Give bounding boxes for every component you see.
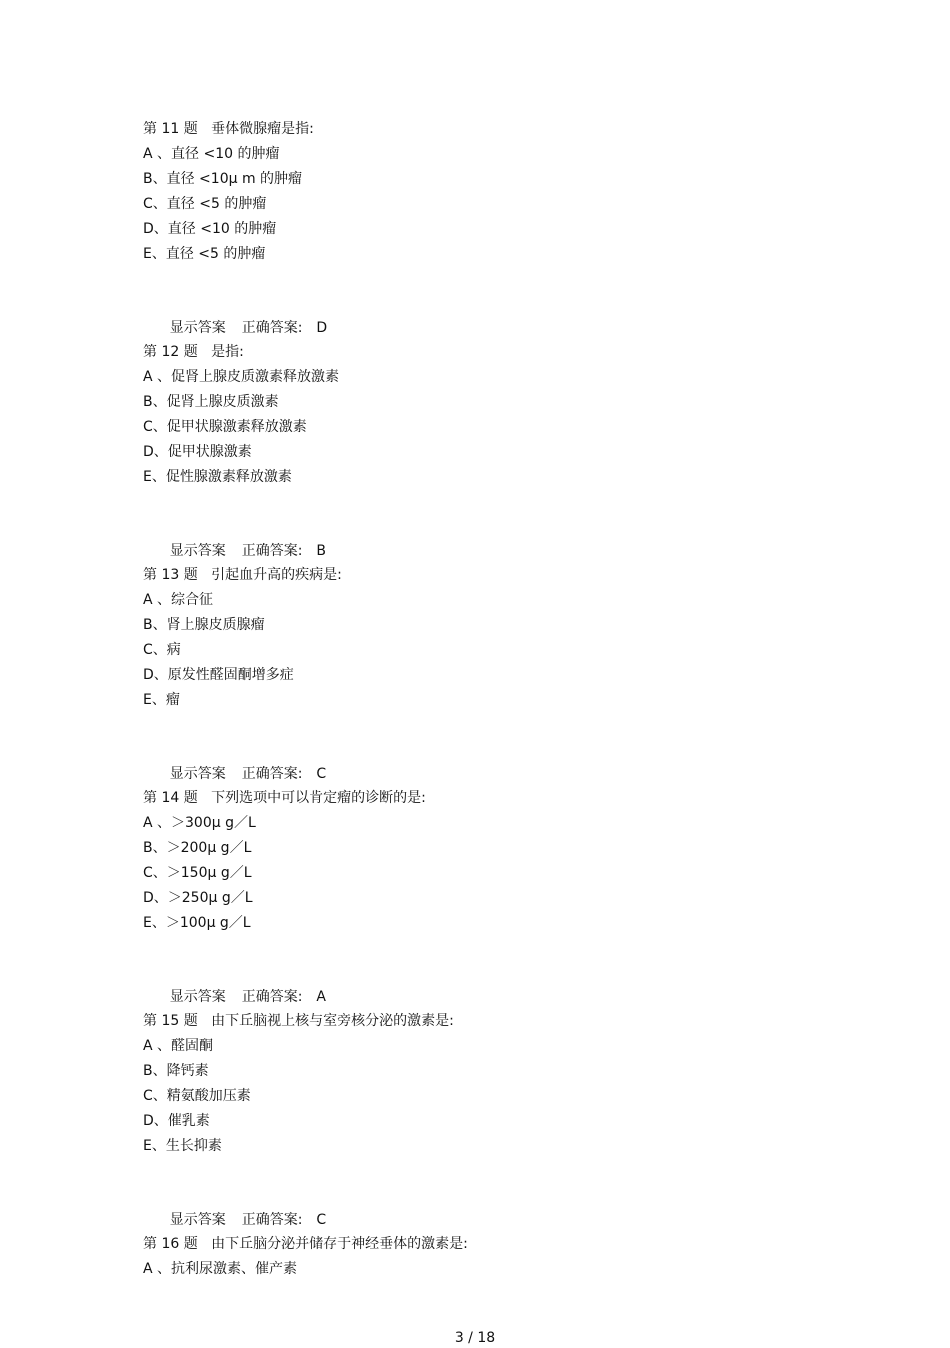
option-d: D、催乳素 <box>143 1113 210 1129</box>
option-c: C、促甲状腺激素释放激素 <box>143 419 307 435</box>
answer-row <box>143 514 843 559</box>
answer-row <box>143 960 843 1005</box>
page-number: 3 / 18 <box>454 1330 496 1346</box>
option-a: A 、综合征 <box>143 592 214 608</box>
option-a: A 、醛固酮 <box>143 1038 214 1054</box>
answer-value: C <box>316 1212 327 1228</box>
question-14 <box>143 786 843 1005</box>
answer-value: B <box>316 543 327 559</box>
option-e: E、＞100μ g／L <box>143 915 251 931</box>
option-c: C、精氨酸加压素 <box>143 1088 251 1104</box>
answer-value: A <box>316 989 326 1005</box>
option-d: D、原发性醛固酮增多症 <box>143 667 294 683</box>
question-11 <box>143 117 843 336</box>
question-15 <box>143 1009 843 1228</box>
option-a: A 、直径 <10 的肿瘤 <box>143 146 280 162</box>
question-title: 第 13 题 引起血升高的疾病是: <box>143 567 342 583</box>
show-answer-link[interactable]: 显示答案 <box>169 1212 226 1228</box>
answer-label: 正确答案: <box>241 766 303 782</box>
option-d: D、直径 <10 的肿瘤 <box>143 221 277 237</box>
option-c: C、病 <box>143 642 181 658</box>
answer-label: 正确答案: <box>241 989 303 1005</box>
show-answer-link[interactable]: 显示答案 <box>169 989 226 1005</box>
question-title: 第 12 题 是指: <box>143 344 244 360</box>
option-c: C、＞150μ g／L <box>143 865 252 881</box>
show-answer-link[interactable]: 显示答案 <box>169 766 226 782</box>
option-a: A 、＞300μ g／L <box>143 815 256 831</box>
question-12 <box>143 340 843 559</box>
option-d: D、促甲状腺激素 <box>143 444 252 460</box>
option-b: B、直径 <10μ m 的肿瘤 <box>143 171 303 187</box>
option-a: A 、抗利尿激素、催产素 <box>143 1261 298 1277</box>
option-b: B、促肾上腺皮质激素 <box>143 394 279 410</box>
answer-value: D <box>316 320 328 336</box>
answer-label: 正确答案: <box>241 543 303 559</box>
option-b: B、肾上腺皮质腺瘤 <box>143 617 265 633</box>
document-body <box>143 117 843 1282</box>
question-title: 第 15 题 由下丘脑视上核与室旁核分泌的激素是: <box>143 1013 454 1029</box>
answer-value: C <box>316 766 327 782</box>
answer-row <box>143 1183 843 1228</box>
option-b: B、＞200μ g／L <box>143 840 252 856</box>
option-a: A 、促肾上腺皮质激素释放激素 <box>143 369 340 385</box>
show-answer-link[interactable]: 显示答案 <box>169 543 226 559</box>
question-16 <box>143 1232 843 1282</box>
answer-row <box>143 291 843 336</box>
option-e: E、促性腺激素释放激素 <box>143 469 292 485</box>
answer-row <box>143 737 843 782</box>
question-13 <box>143 563 843 782</box>
show-answer-link[interactable]: 显示答案 <box>169 320 226 336</box>
question-title: 第 11 题 垂体微腺瘤是指: <box>143 121 314 137</box>
answer-label: 正确答案: <box>241 1212 303 1228</box>
option-e: E、直径 <5 的肿瘤 <box>143 246 266 262</box>
answer-label: 正确答案: <box>241 320 303 336</box>
option-b: B、降钙素 <box>143 1063 209 1079</box>
option-c: C、直径 <5 的肿瘤 <box>143 196 267 212</box>
option-d: D、＞250μ g／L <box>143 890 253 906</box>
option-e: E、生长抑素 <box>143 1138 222 1154</box>
option-e: E、瘤 <box>143 692 180 708</box>
question-title: 第 14 题 下列选项中可以肯定瘤的诊断的是: <box>143 790 426 806</box>
question-title: 第 16 题 由下丘脑分泌并储存于神经垂体的激素是: <box>143 1236 468 1252</box>
